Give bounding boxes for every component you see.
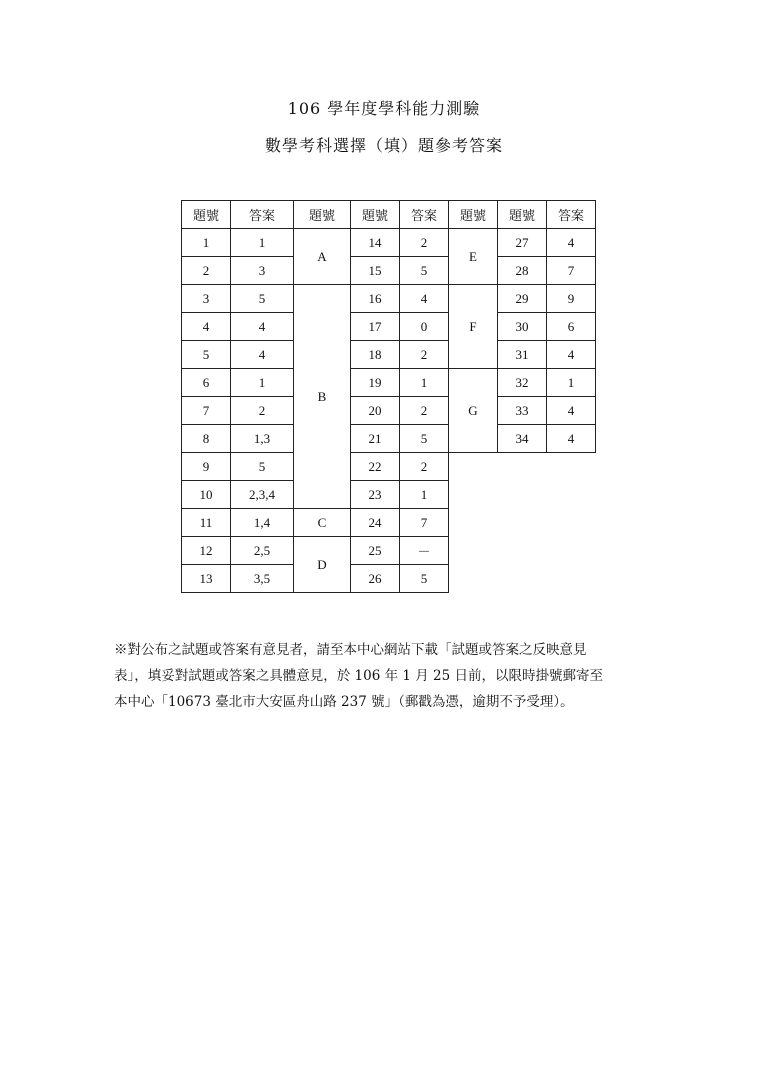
answer-value: 2,5: [231, 537, 294, 565]
question-number: 11: [182, 509, 231, 537]
header-cell: 題號: [294, 201, 351, 229]
header-cell: 答案: [231, 201, 294, 229]
answer-value: 5: [231, 285, 294, 313]
answer-value: 4: [547, 229, 596, 257]
answer-value: 2: [400, 229, 449, 257]
answer-value: 1: [400, 481, 449, 509]
header-cell: 題號: [449, 201, 498, 229]
answer-value: 5: [400, 425, 449, 453]
question-number: 2: [182, 257, 231, 285]
fill-group-label: D: [294, 537, 351, 593]
answer-value: 1: [547, 369, 596, 397]
question-number: 23: [351, 481, 400, 509]
question-number: 6: [182, 369, 231, 397]
question-number: 26: [351, 565, 400, 593]
answer-value: 1,4: [231, 509, 294, 537]
header-cell: 題號: [182, 201, 231, 229]
question-number: 18: [351, 341, 400, 369]
answer-value: 1: [231, 229, 294, 257]
document-title: 106 學年度學科能力測驗: [287, 99, 481, 118]
answer-value: 3: [231, 257, 294, 285]
empty-cell: [449, 565, 596, 593]
question-number: 21: [351, 425, 400, 453]
table-row: [182, 397, 596, 425]
empty-cell: [449, 509, 596, 537]
note-line: 本中心「10673 臺北市大安區舟山路 237 號」（郵戳為憑，逾期不予受理）。: [114, 694, 574, 710]
question-number: 20: [351, 397, 400, 425]
answer-value: 1,3: [231, 425, 294, 453]
table-row: [182, 369, 596, 397]
question-number: 17: [351, 313, 400, 341]
answer-value: 1: [400, 369, 449, 397]
question-number: 14: [351, 229, 400, 257]
question-number: 34: [498, 425, 547, 453]
feedback-note: [114, 637, 659, 715]
question-number: 7: [182, 397, 231, 425]
answer-value: －: [400, 537, 449, 565]
question-number: 13: [182, 565, 231, 593]
answer-value: 4: [547, 425, 596, 453]
header-cell: 題號: [351, 201, 400, 229]
answer-value: 3,5: [231, 565, 294, 593]
header-cell: 題號: [498, 201, 547, 229]
fill-group-label: A: [294, 229, 351, 285]
question-number: 1: [182, 229, 231, 257]
empty-cell: [449, 453, 596, 481]
answer-value: 4: [231, 313, 294, 341]
note-line: ※對公布之試題或答案有意見者，請至本中心網站下載「試題或答案之反映意見: [114, 642, 587, 658]
question-number: 24: [351, 509, 400, 537]
header-cell: 答案: [547, 201, 596, 229]
question-number: 4: [182, 313, 231, 341]
fill-group-label: G: [449, 369, 498, 453]
question-number: 31: [498, 341, 547, 369]
table-row: [182, 257, 596, 285]
question-number: 16: [351, 285, 400, 313]
answer-value: 2: [231, 397, 294, 425]
answer-value: 2: [400, 341, 449, 369]
table-row: [182, 425, 596, 453]
answer-value: 7: [547, 257, 596, 285]
table-row: [182, 285, 596, 313]
answer-value: 4: [547, 341, 596, 369]
table-row: [182, 537, 596, 565]
question-number: 5: [182, 341, 231, 369]
question-number: 12: [182, 537, 231, 565]
question-number: 15: [351, 257, 400, 285]
fill-group-label: E: [449, 229, 498, 285]
answer-table: [181, 200, 596, 593]
answer-value: 4: [231, 341, 294, 369]
table-row: [182, 313, 596, 341]
table-row: [182, 481, 596, 509]
empty-cell: [449, 481, 596, 509]
answer-value: 4: [547, 397, 596, 425]
table-header-row: [182, 201, 596, 229]
table-row: [182, 341, 596, 369]
table-row: [182, 229, 596, 257]
answer-value: 5: [400, 565, 449, 593]
answer-value: 1: [231, 369, 294, 397]
question-number: 8: [182, 425, 231, 453]
question-number: 25: [351, 537, 400, 565]
question-number: 3: [182, 285, 231, 313]
empty-cell: [449, 537, 596, 565]
question-number: 29: [498, 285, 547, 313]
document-subtitle: 數學考科選擇（填）題參考答案: [264, 136, 503, 155]
fill-group-label: C: [294, 509, 351, 537]
answer-value: 4: [400, 285, 449, 313]
question-number: 19: [351, 369, 400, 397]
answer-value: 2,3,4: [231, 481, 294, 509]
answer-value: 9: [547, 285, 596, 313]
answer-value: 6: [547, 313, 596, 341]
fill-group-label: F: [449, 285, 498, 369]
answer-value: 5: [231, 453, 294, 481]
question-number: 22: [351, 453, 400, 481]
table-row: [182, 453, 596, 481]
fill-group-label: B: [294, 285, 351, 509]
question-number: 30: [498, 313, 547, 341]
table-row: [182, 565, 596, 593]
answer-value: 7: [400, 509, 449, 537]
question-number: 32: [498, 369, 547, 397]
question-number: 27: [498, 229, 547, 257]
header-cell: 答案: [400, 201, 449, 229]
question-number: 10: [182, 481, 231, 509]
answer-value: 5: [400, 257, 449, 285]
answer-value: 0: [400, 313, 449, 341]
question-number: 33: [498, 397, 547, 425]
answer-value: 2: [400, 397, 449, 425]
table-row: [182, 509, 596, 537]
answer-value: 2: [400, 453, 449, 481]
note-line: 表」，填妥對試題或答案之具體意見，於 106 年 1 月 25 日前，以限時掛號郵寄至: [114, 668, 604, 684]
question-number: 28: [498, 257, 547, 285]
question-number: 9: [182, 453, 231, 481]
